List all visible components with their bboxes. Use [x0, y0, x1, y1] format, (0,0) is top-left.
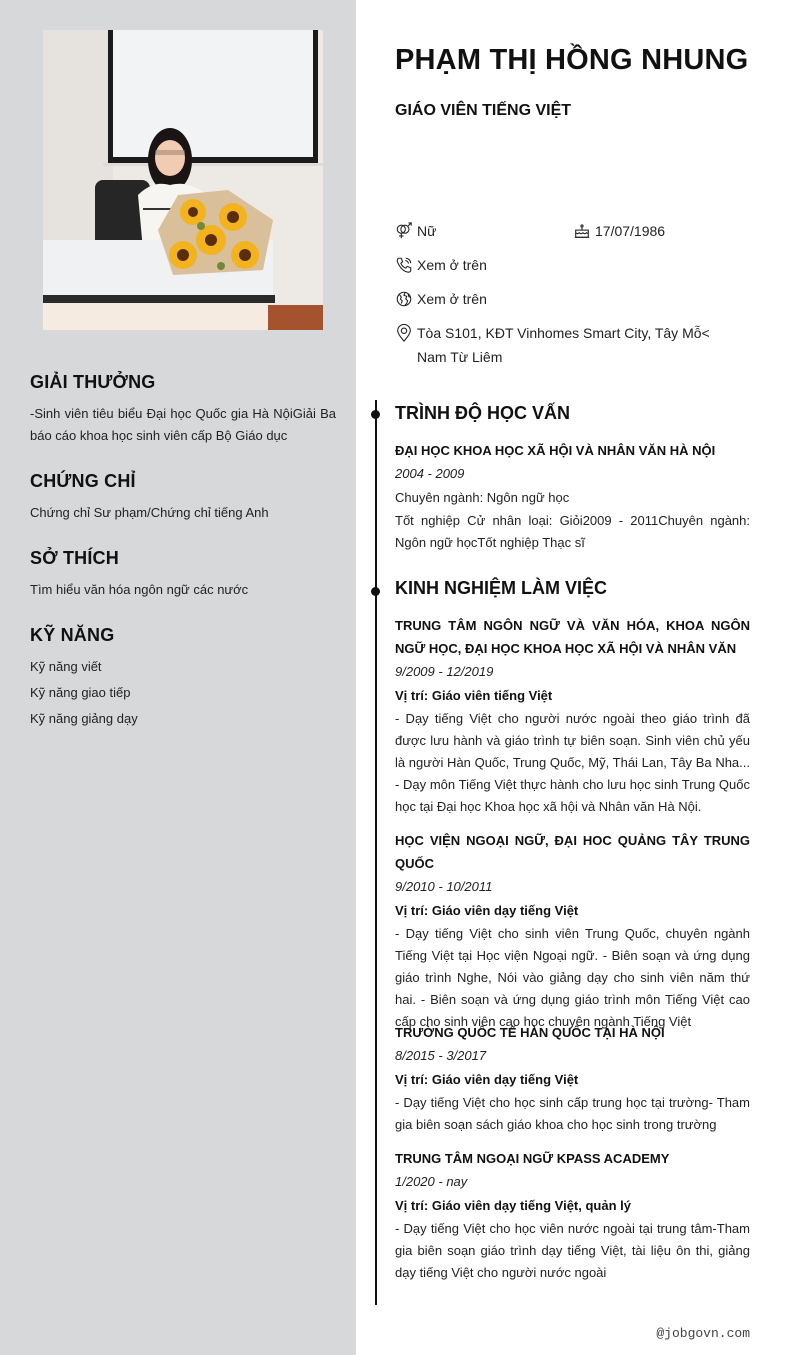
portrait-image [43, 30, 323, 330]
gender-icon [395, 219, 417, 243]
skills-section [30, 625, 336, 732]
experience-period: 9/2010 - 10/2011 [395, 879, 493, 894]
gender-row [395, 219, 436, 243]
education-period: 2004 - 2009 [395, 466, 465, 481]
watermark: @jobgovn.com [656, 1326, 750, 1341]
website-row [395, 287, 487, 311]
experience-org: TRUNG TÂM NGOẠI NGỮ KPASS ACADEMY [395, 1151, 670, 1166]
birthday-value: 17/07/1986 [595, 223, 666, 239]
address-row [395, 321, 740, 369]
experience-description: - Dạy tiếng Việt cho sinh viên Trung Quốc, chuyên ngành Tiếng Việt tại Học viện Ngoại ngữ. - Biên soạn và ứng dụng giáo trình Nghe, Nói vào giảng dạy cho sinh viên năm thứ hai. - Biên soạn và ứng dụng giáo trình môn Tiếng Việt cao cấp cho sinh viên cao học chuyên ngành Tiếng Việt [395, 926, 750, 1029]
website-value: Xem ở trên [417, 291, 487, 307]
experience-period: 1/2020 - nay [395, 1174, 468, 1189]
gender-value: Nữ [417, 223, 437, 239]
experience-position: Vị trí: Giáo viên dạy tiếng Việt [395, 1072, 579, 1087]
timeline-line [375, 400, 377, 1305]
experience-org: TRƯỜNG QUỐC TẾ HÀN QUỐC TẠI HÀ NỘI [395, 1025, 665, 1040]
candidate-name: PHẠM THỊ HỒNG NHUNG [395, 44, 749, 76]
experience-period: 9/2009 - 12/2019 [395, 664, 494, 679]
awards-section [30, 372, 336, 447]
education-title: TRÌNH ĐỘ HỌC VẤN [395, 403, 570, 423]
skill-item: Kỹ năng giao tiếp [30, 685, 131, 700]
education-entry [395, 439, 750, 554]
address-value: Tòa S101, KĐT Vinhomes Smart City, Tây Mỗ< Nam Từ Liêm [417, 325, 710, 365]
certificates-section [30, 471, 336, 524]
experience-entry [395, 1147, 750, 1284]
experience-position: Vị trí: Giáo viên dạy tiếng Việt, quản lý [395, 1198, 631, 1213]
hobbies-text: Tìm hiểu văn hóa ngôn ngữ các nước [30, 582, 249, 597]
experience-position: Vị trí: Giáo viên tiếng Việt [395, 688, 553, 703]
phone-icon [395, 253, 417, 277]
education-major: Chuyên ngành: Ngôn ngữ học [395, 490, 570, 505]
globe-icon [395, 287, 417, 311]
experience-description: - Dạy tiếng Việt cho học viên nước ngoài tại trung tâm-Tham gia biên soạn giáo trình dạy tiếng Việt, tài liệu ôn thi, giảng dạy tiếng Việt cho người nước ngoài [395, 1221, 750, 1280]
timeline-dot [371, 410, 380, 419]
experience-title: KINH NGHIỆM LÀM VIỆC [395, 578, 608, 598]
skill-item: Kỹ năng giảng dạy [30, 711, 138, 726]
hobbies-section [30, 548, 336, 601]
experience-entry [395, 1021, 750, 1136]
experience-org: TRUNG TÂM NGÔN NGỮ VÀ VĂN HÓA, KHOA NGÔN NGỮ HỌC, ĐẠI HỌC KHOA HỌC XÃ HỘI VÀ NHÂN VĂN [395, 618, 750, 656]
experience-entry [395, 829, 750, 1033]
experience-entry [395, 614, 750, 818]
awards-title: GIẢI THƯỞNG [30, 372, 156, 392]
phone-row [395, 253, 487, 277]
education-details: Tốt nghiệp Cử nhân loại: Giỏi2009 - 2011Chuyên ngành: Ngôn ngữ họcTốt nghiệp Thạc sĩ [395, 513, 750, 550]
education-school: ĐẠI HỌC KHOA HỌC XÃ HỘI VÀ NHÂN VĂN HÀ NỘI [395, 443, 716, 458]
hobbies-title: SỞ THÍCH [30, 548, 119, 568]
skills-list [30, 654, 336, 732]
experience-period: 8/2015 - 3/2017 [395, 1048, 487, 1063]
candidate-role: GIÁO VIÊN TIẾNG VIỆT [395, 102, 572, 119]
experience-position: Vị trí: Giáo viên dạy tiếng Việt [395, 903, 579, 918]
skill-item: Kỹ năng viết [30, 659, 102, 674]
phone-value: Xem ở trên [417, 257, 487, 273]
experience-description: - Dạy tiếng Việt cho người nước ngoài theo giáo trình đã được lưu hành và giáo trình tự biên soạn. Sinh viên chủ yếu là người Hàn Quốc, Trung Quốc, Mỹ, Thái Lan, Tây Ba Nha... - Dạy môn Tiếng Việt thực hành cho lưu học sinh Trung Quốc học tại Đại học Khoa học xã hội và Nhân văn Hà Nội. [395, 711, 750, 814]
skills-title: KỸ NĂNG [30, 625, 115, 645]
location-pin-icon [395, 321, 417, 345]
birthday-cake-icon [573, 219, 595, 243]
profile-photo [43, 30, 323, 330]
timeline-dot [371, 587, 380, 596]
certificates-title: CHỨNG CHỈ [30, 471, 136, 491]
certificates-text: Chứng chỉ Sư phạm/Chứng chỉ tiếng Anh [30, 505, 269, 520]
birthday-row [573, 219, 665, 243]
experience-org: HỌC VIỆN NGOẠI NGỮ, ĐẠI HOC QUẢNG TÂY TRUNG QUỐC [395, 833, 750, 871]
experience-description: - Dạy tiếng Việt cho học sinh cấp trung học tại trường- Tham gia biên soạn sách giáo khoa cho học sinh trong trường [395, 1095, 750, 1132]
awards-text: -Sinh viên tiêu biểu Đại học Quốc gia Hà NộiGiải Ba báo cáo khoa học sinh viên cấp Bộ Giáo dục [30, 406, 336, 443]
